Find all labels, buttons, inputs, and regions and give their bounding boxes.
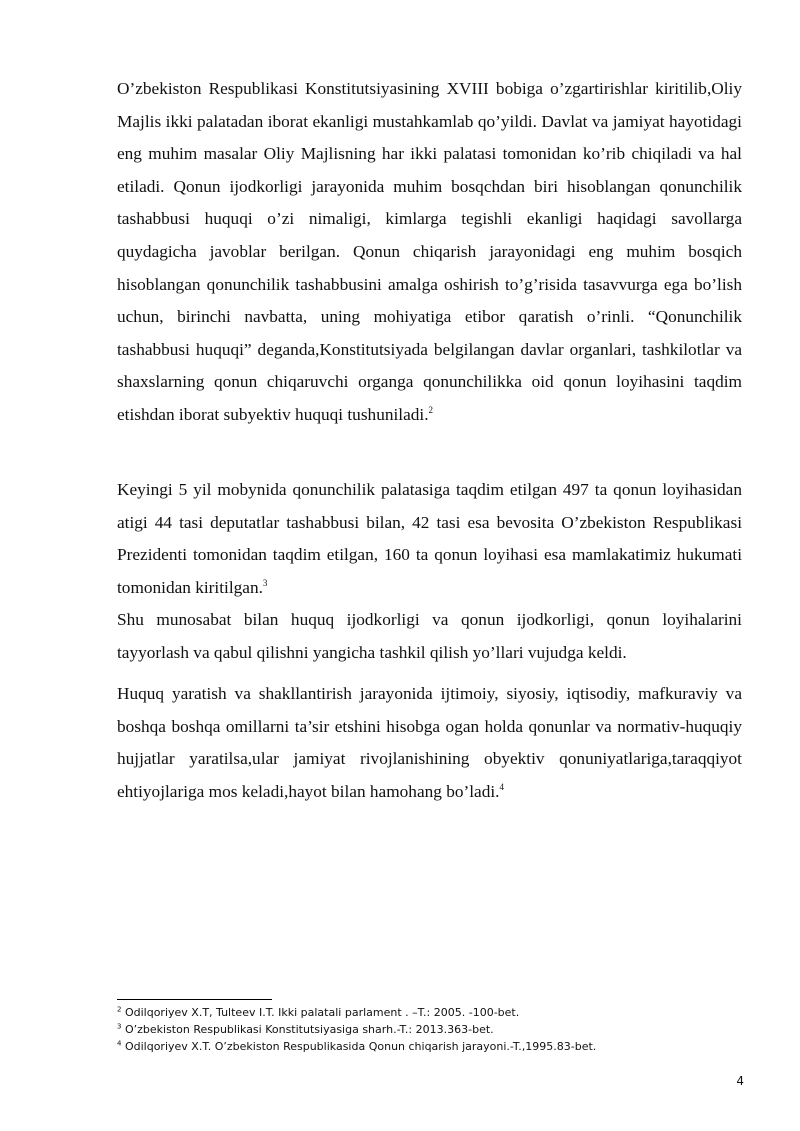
footnote-text: Odilqoriyev X.T, Tulteev I.T. Ikki palatali parlament . –T.: 2005. -100-bet. [124, 1006, 520, 1019]
footnote-separator [117, 999, 272, 1000]
paragraph-2 [117, 474, 742, 670]
paragraph-2-text: Keyingi 5 yil mobynida qonunchilik palatasiga taqdim etilgan 497 ta qonun loyihasidan atigi 44 tasi deputatlar tashabbusi bilan, 42 tasi esa bevosita O’zbekiston Respublikasi Prezidenti tomonidan taqdim etilgan, 160 ta qonun loyihasi esa mamlakatimiz hukumati tomonidan kiritilgan. [117, 480, 742, 597]
footnote-item [117, 1038, 742, 1055]
footnote-ref-3[interactable]: 3 [262, 578, 268, 589]
footnote-text: Odilqoriyev X.T. O’zbekiston Respublikasida Qonun chiqarish jarayoni.-T.,1995.83-bet. [124, 1040, 597, 1053]
footnote-ref-4[interactable]: 4 [499, 782, 504, 793]
paragraph-3-text: Huquq yaratish va shakllantirish jarayonida ijtimoiy, siyosiy, iqtisodiy, mafkuraviy va boshqa boshqa omillarni ta’sir etshini hisobga ogan holda qonunlar va normativ-huquqiy hujjatlar yaratilsa,ular jamiyat rivojlanishining obyektiv qonuniyatlariga,taraqqiyot ehtiyojlariga mos keladi,hayot bilan hamohang bo’ladi. [117, 684, 742, 801]
page-number: 4 [736, 1074, 744, 1088]
paragraph-3 [117, 678, 742, 808]
footnote-ref-2[interactable]: 2 [428, 405, 434, 416]
paragraph-2-continuation: Shu munosabat bilan huquq ijodkorligi va qonun ijodkorligi, qonun loyihalarini tayyorlash va qabul qilishni yangicha tashkil qilish yo’llari vujudga keldi. [117, 610, 742, 662]
footnote-number: 4 [117, 1039, 122, 1048]
footnote-text: O’zbekiston Respublikasi Konstitutsiyasiga sharh.-T.: 2013.363-bet. [124, 1023, 494, 1036]
footnotes [117, 1004, 742, 1055]
footnote-item [117, 1021, 742, 1038]
paragraph-1-text: O’zbekiston Respublikasi Konstitutsiyasining XVIII bobiga o’zgartirishlar kiritilib,Oliy Majlis ikki palatadan iborat ekanligi mustahkamlab qo’yildi. Davlat va jamiyat hayotidagi eng muhim masalar Oliy Majlisning har ikki palatasi tomonidan ko’rib chiqiladi va hal etiladi. Qonun ijodkorligi jarayonida muhim bosqchdan biri hisoblangan qonunchilik tashabbusi huquqi o’zi nimaligi, kimlarga tegishli ekanligi haqidagi savollarga quydagicha javoblar berilgan. Qonun chiqarish jarayonidagi eng muhim bosqich hisoblangan qonunchilik tashabbusini amalga oshirish to’g’risida tasavvurga ega bo’lish uchun, birinchi navbatta, uning mohiyatiga etibor qaratish o’rinli. “Qonunchilik tashabbusi huquqi” deganda,Konstitutsiyada belgilangan davlar organlari, tashkilotlar va shaxslarning qonun chiqaruvchi organga qonunchilikka oid qonun loyihasini taqdim etishdan iborat subyektiv huquqi tushuniladi. [117, 79, 742, 424]
paragraph-1 [117, 73, 742, 432]
footnote-number: 2 [117, 1005, 122, 1014]
footnote-item [117, 1004, 742, 1021]
footnote-number: 3 [117, 1022, 122, 1031]
